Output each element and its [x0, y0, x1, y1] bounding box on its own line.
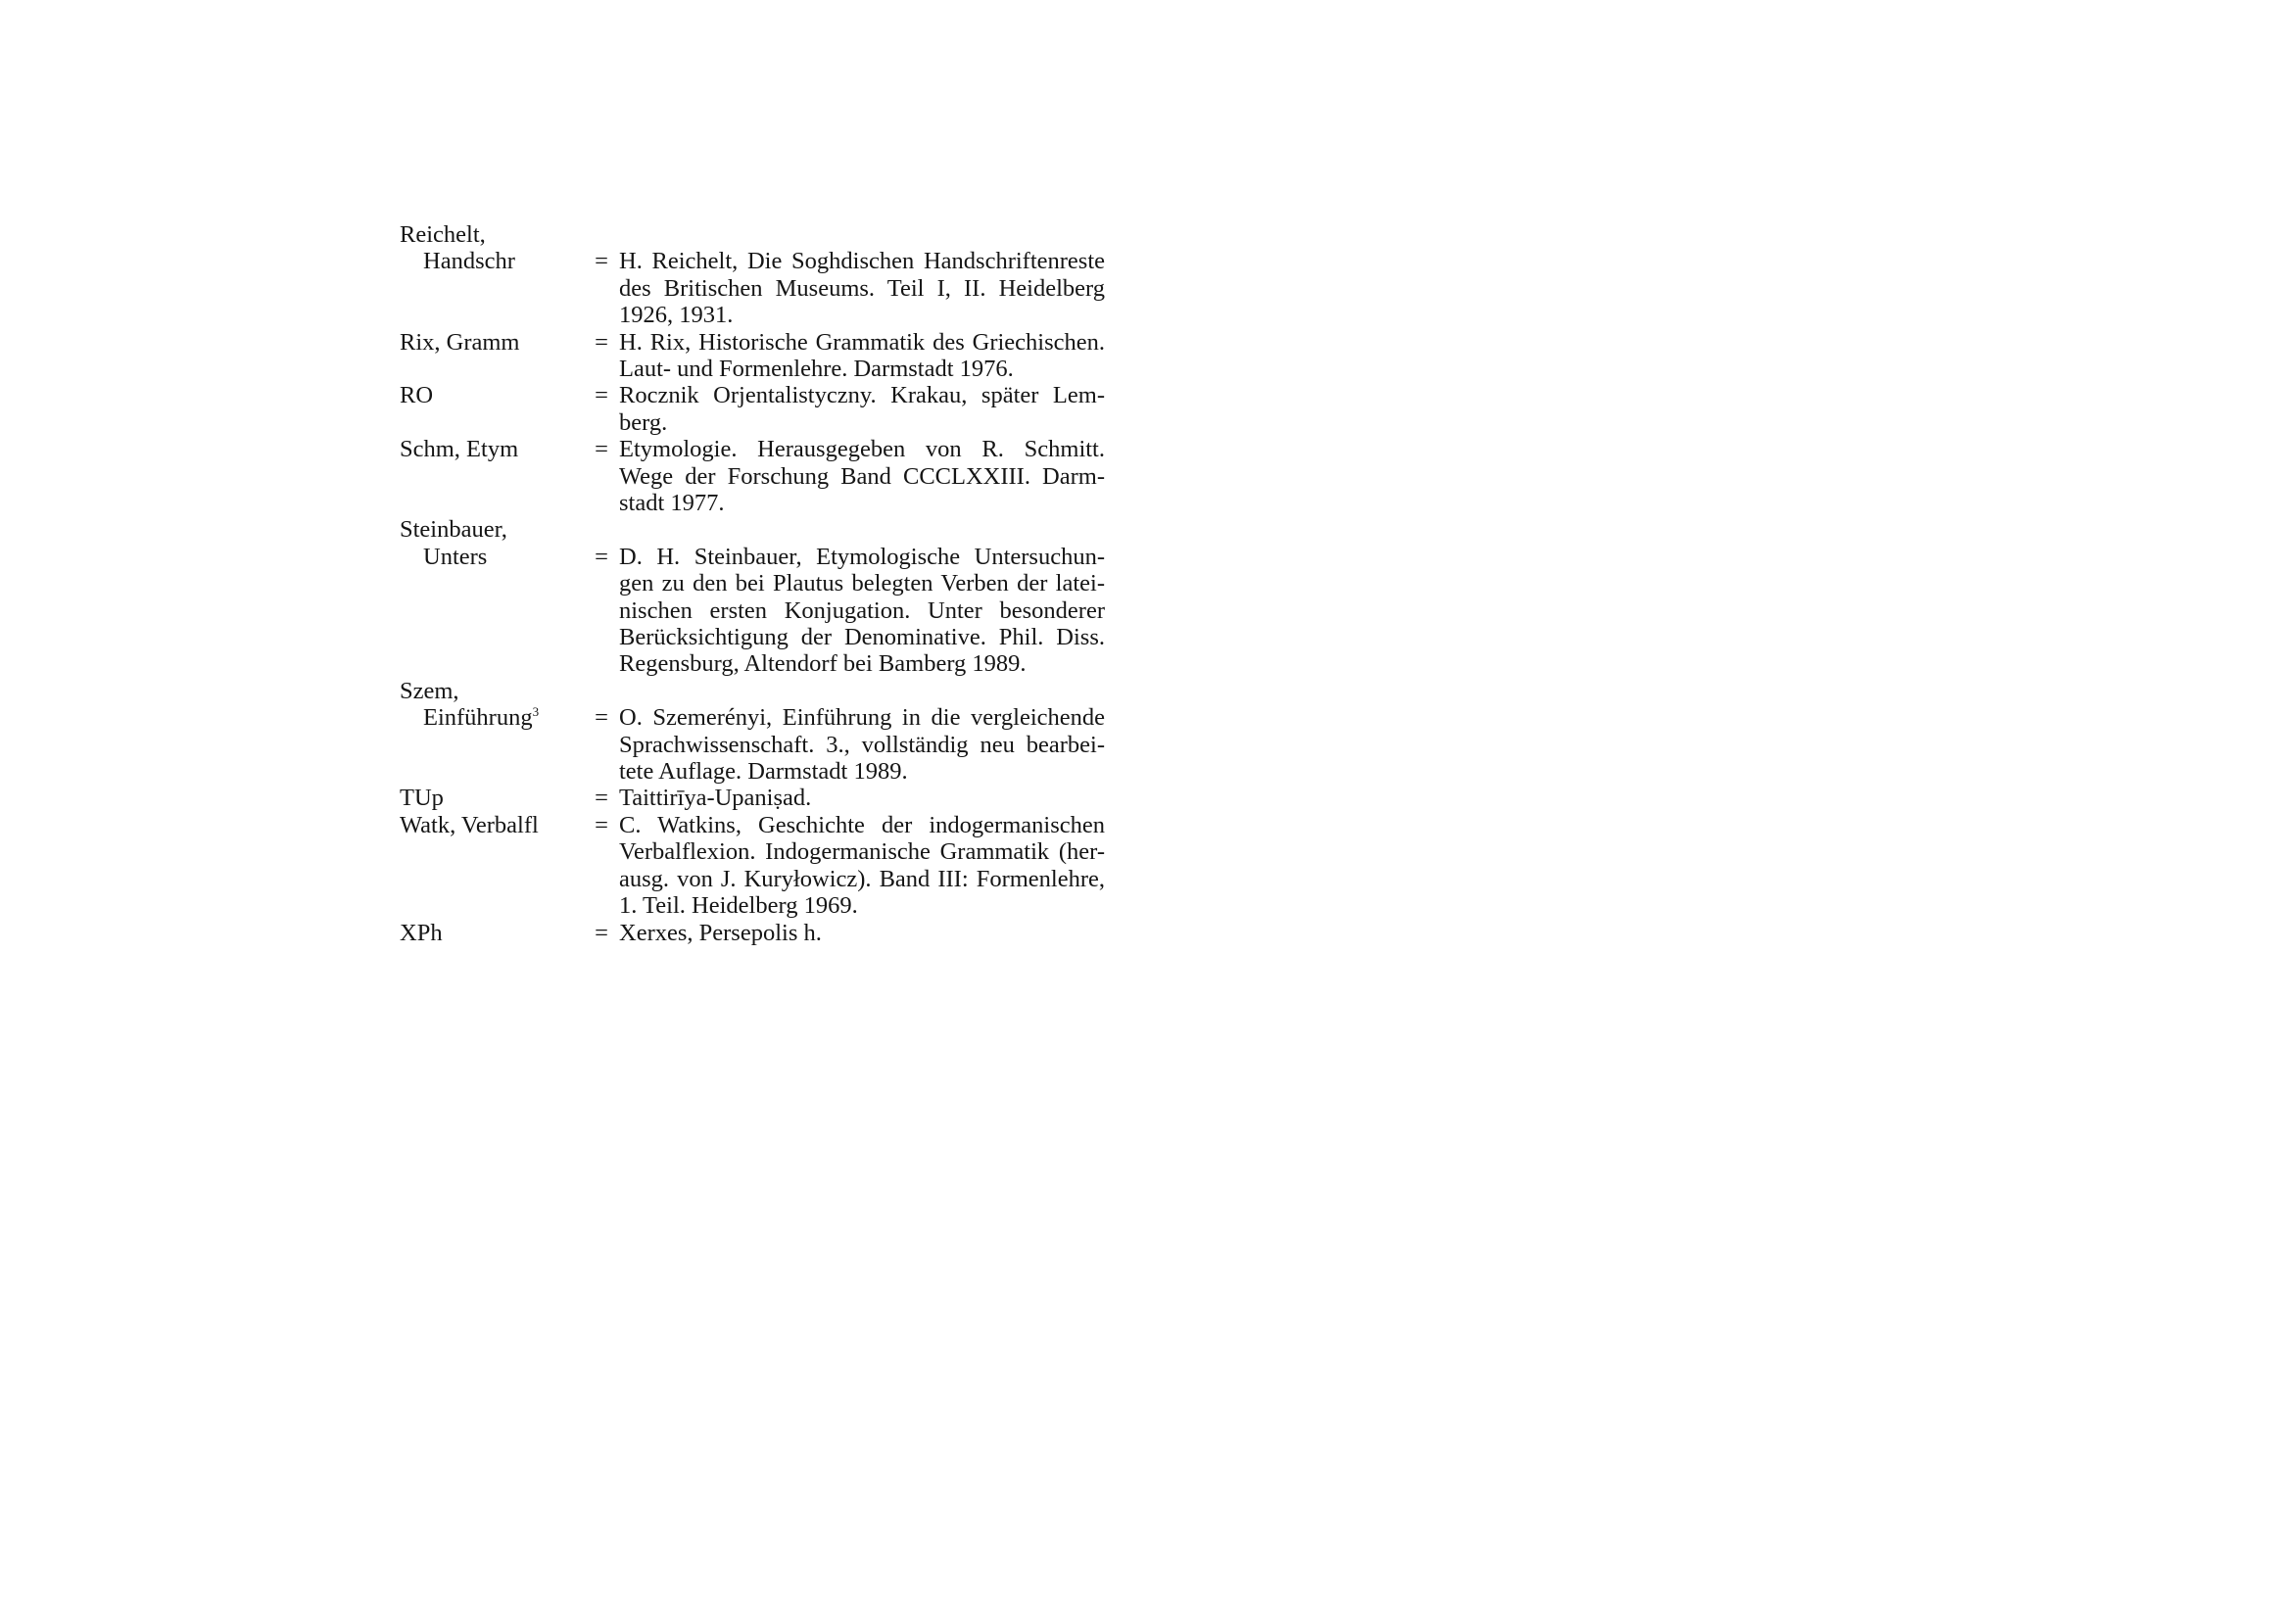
definition-line: stadt 1977.: [619, 490, 725, 517]
abbreviation-entry: [400, 920, 1105, 946]
definition-line: gen zu den bei Plautus belegten Verben der latei-: [619, 570, 1105, 597]
abbreviation-term-line: [400, 248, 582, 274]
abbreviation-term: [400, 812, 582, 838]
abbreviation-entry: [400, 812, 1105, 920]
abbreviation-term-line: XPh: [400, 919, 443, 946]
abbreviation-definition: [619, 248, 1105, 328]
equals-sign: =: [595, 382, 608, 409]
abbreviation-term-line: [400, 704, 582, 731]
abbreviation-definition: [619, 436, 1105, 516]
definition-line: nischen ersten Konjugation. Unter besonderer: [619, 596, 1105, 624]
abbreviation-term-text: Unters: [423, 543, 488, 570]
definition-line: 1926, 1931.: [619, 302, 734, 329]
definition-line: tete Auflage. Darmstadt 1989.: [619, 758, 908, 786]
definition-line: 1. Teil. Heidelberg 1969.: [619, 892, 858, 920]
definition-line: Rocznik Orjentalistyczny. Krakau, später Lem-: [619, 382, 1105, 409]
abbreviation-term: [400, 436, 582, 462]
abbreviation-term-line: [400, 544, 582, 570]
abbreviation-term: [400, 329, 582, 356]
abbreviation-entry: [400, 221, 1105, 329]
abbreviation-entry: [400, 329, 1105, 383]
abbreviation-definition: [619, 704, 1105, 785]
equals-sign: =: [595, 785, 608, 812]
definition-line: D. H. Steinbauer, Etymologische Untersuchun-: [619, 543, 1105, 570]
definition-line: des Britischen Museums. Teil I, II. Heidelberg: [619, 274, 1105, 302]
definition-line: Laut- und Formenlehre. Darmstadt 1976.: [619, 356, 1014, 383]
abbreviation-entry: [400, 516, 1105, 677]
definition-line: H. Reichelt, Die Soghdischen Handschriftenreste: [619, 248, 1105, 275]
abbreviation-term: [400, 785, 582, 811]
abbreviation-entry: [400, 785, 1105, 811]
definition-line: C. Watkins, Geschichte der indogermanischen: [619, 811, 1105, 838]
abbreviation-term-line: Steinbauer,: [400, 516, 507, 544]
equals-sign: =: [595, 919, 608, 946]
definition-line: ausg. von J. Kuryłowicz). Band III: Formenlehre,: [619, 865, 1105, 892]
abbreviation-term-line: Reichelt,: [400, 221, 486, 248]
abbreviation-term: [400, 678, 582, 732]
definition-line: Taittirīya-Upaniṣad.: [619, 785, 812, 812]
equals-sign: =: [595, 543, 608, 570]
abbreviation-definition: [619, 812, 1105, 920]
abbreviation-term-line: Szem,: [400, 677, 459, 704]
abbreviation-term-text: Einführung: [423, 704, 533, 732]
definition-line: H. Rix, Historische Grammatik des Griechischen.: [619, 328, 1105, 356]
abbreviation-term-text: Handschr: [423, 248, 515, 275]
abbreviation-definition: [619, 785, 1105, 811]
abbreviation-definition: [619, 382, 1105, 436]
definition-line: Berücksichtigung der Denominative. Phil. Diss.: [619, 624, 1105, 651]
abbreviation-term-line: Rix, Gramm: [400, 328, 520, 356]
definition-line: berg.: [619, 408, 668, 436]
abbreviation-definition: [619, 544, 1105, 678]
abbreviation-definition: [619, 920, 1105, 946]
definition-line: Xerxes, Persepolis h.: [619, 919, 822, 946]
abbreviation-term: [400, 516, 582, 570]
definition-line: Etymologie. Herausgegeben von R. Schmitt.: [619, 436, 1105, 463]
abbreviation-term: [400, 382, 582, 408]
abbreviation-list: [400, 221, 1105, 946]
definition-line: Sprachwissenschaft. 3., vollständig neu bearbei-: [619, 731, 1105, 758]
abbreviation-definition: [619, 329, 1105, 383]
definition-line: Wege der Forschung Band CCCLXXIII. Darm-: [619, 462, 1105, 490]
abbreviation-entry: [400, 382, 1105, 436]
equals-sign: =: [595, 811, 608, 838]
equals-sign: =: [595, 328, 608, 356]
equals-sign: =: [595, 704, 608, 732]
abbreviation-term: [400, 221, 582, 275]
equals-sign: =: [595, 436, 608, 463]
abbreviation-entry: [400, 436, 1105, 516]
edition-superscript: 3: [532, 704, 540, 720]
abbreviation-term-line: TUp: [400, 785, 444, 812]
abbreviation-term-line: Watk, Verbalfl: [400, 811, 539, 838]
definition-line: Verbalflexion. Indogermanische Grammatik (her-: [619, 838, 1105, 866]
definition-line: O. Szemerényi, Einführung in die vergleichende: [619, 704, 1105, 732]
abbreviation-term: [400, 920, 582, 946]
abbreviation-entry: [400, 678, 1105, 786]
equals-sign: =: [595, 248, 608, 275]
abbreviation-term-line: RO: [400, 382, 434, 409]
abbreviation-term-line: Schm, Etym: [400, 436, 519, 463]
definition-line: Regensburg, Altendorf bei Bamberg 1989.: [619, 650, 1027, 678]
